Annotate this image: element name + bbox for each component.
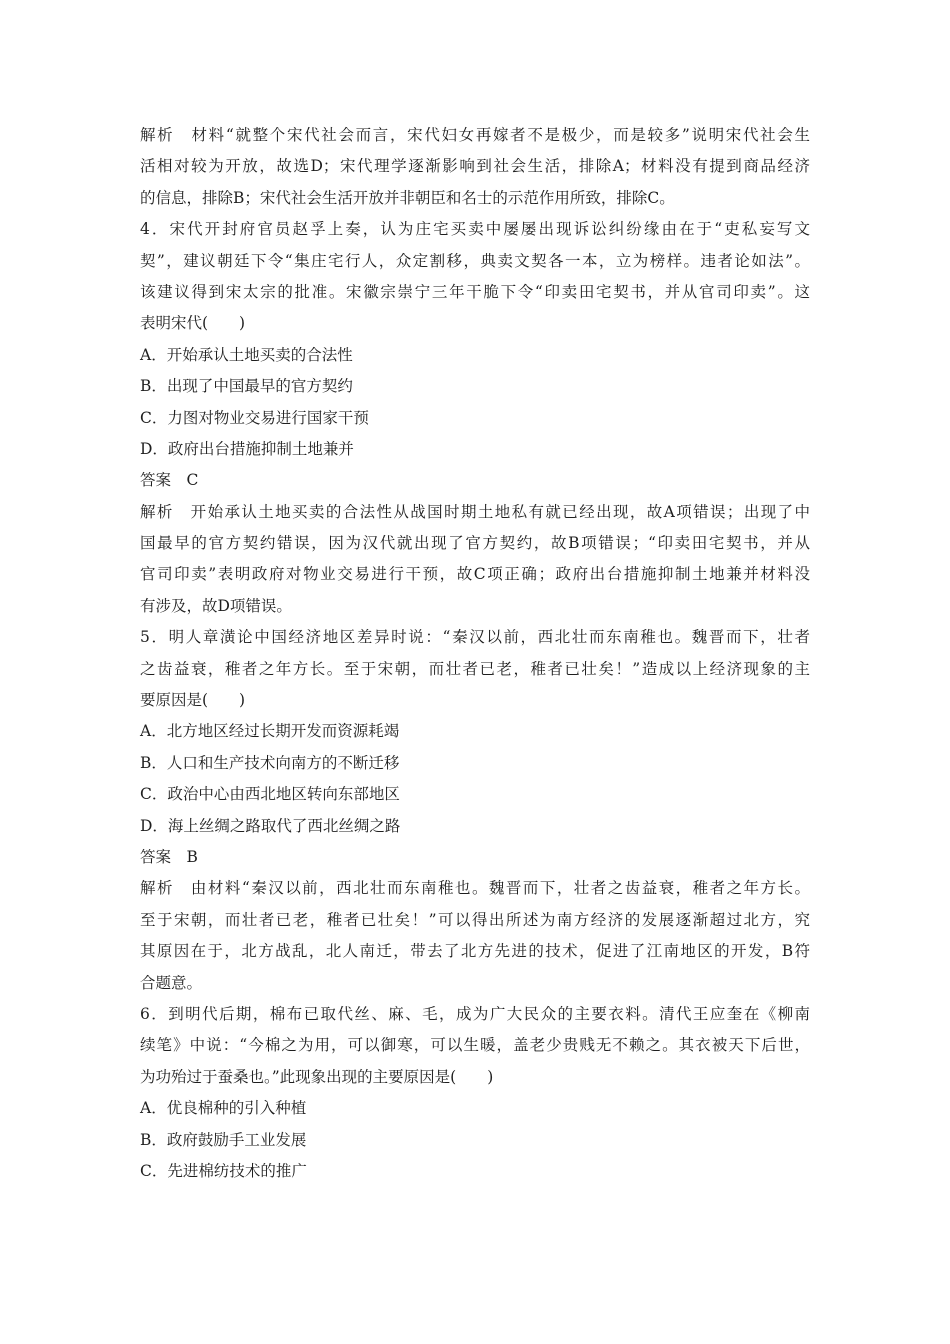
text-line: 国最早的官方契约错误，因为汉代就出现了官方契约，故B项错误；“印卖田宅契书，并从 xyxy=(140,534,810,553)
text-line: 要原因是( ) xyxy=(140,691,246,710)
text-line: 活相对较为开放，故选D；宋代理学逐渐影响到社会生活，排除A；材料没有提到商品经济 xyxy=(140,157,810,176)
text-line: B．出现了中国最早的官方契约 xyxy=(140,377,353,396)
text-line: B．政府鼓励手工业发展 xyxy=(140,1130,307,1149)
text-line: 答案 B xyxy=(140,847,198,866)
text-line: 其原因在于，北方战乱，北人南迁，带去了北方先进的技术，促进了江南地区的开发，B符 xyxy=(140,942,810,961)
text-line: 6．到明代后期，棉布已取代丝、麻、毛，成为广大民众的主要衣料。清代王应奎在《柳南 xyxy=(140,1004,810,1023)
text-line: C．力图对物业交易进行国家干预 xyxy=(140,408,369,427)
text-line: 之齿益衰，稚者之年方长。至于宋朝，而壮者已老，稚者已壮矣！”造成以上经济现象的主 xyxy=(140,659,810,678)
text-line: 表明宋代( ) xyxy=(140,314,246,333)
text-line: 解析 开始承认土地买卖的合法性从战国时期土地私有就已经出现，故A项错误；出现了中 xyxy=(140,502,810,521)
text-line: 该建议得到宋太宗的批准。宋徽宗崇宁三年干脆下令“印卖田宅契书，并从官司印卖”。这 xyxy=(140,282,810,301)
text-line: C．政治中心由西北地区转向东部地区 xyxy=(140,785,400,804)
text-line: 至于宋朝，而壮者已老，稚者已壮矣！”可以得出所述为南方经济的发展逐渐超过北方，究 xyxy=(140,910,810,929)
text-line: 解析 材料“就整个宋代社会而言，宋代妇女再嫁者不是极少，而是较多”说明宋代社会生 xyxy=(140,126,810,144)
text-line: A．优良棉种的引入种植 xyxy=(140,1099,307,1118)
text-line: 解析 由材料“秦汉以前，西北壮而东南稚也。魏晋而下，壮者之齿益衰，稚者之年方长。 xyxy=(140,879,810,898)
text-line: A．北方地区经过长期开发而资源耗竭 xyxy=(140,722,400,741)
text-line: 为功殆过于蚕桑也。”此现象出现的主要原因是( ) xyxy=(140,1067,494,1086)
text-line: 续笔》中说：“今棉之为用，可以御寒，可以生暖，盖老少贵贱无不赖之。其衣被天下后世， xyxy=(140,1036,810,1055)
text-line: C．先进棉纺技术的推广 xyxy=(140,1161,307,1180)
text-line: B．人口和生产技术向南方的不断迁移 xyxy=(140,753,400,772)
text-line: 的信息，排除B；宋代社会生活开放并非朝臣和名士的示范作用所致，排除C。 xyxy=(140,188,675,207)
text-line: 有涉及，故D项错误。 xyxy=(140,596,292,615)
text-line: A．开始承认土地买卖的合法性 xyxy=(140,345,353,364)
text-line: 契”，建议朝廷下令“集庄宅行人，众定割移，典卖文契各一本，立为榜样。违者论如法”。 xyxy=(140,251,810,270)
text-line: 答案 C xyxy=(140,471,199,490)
text-line: 5．明人章潢论中国经济地区差异时说：“秦汉以前，西北壮而东南稚也。魏晋而下，壮者 xyxy=(140,628,810,647)
text-line: 官司印卖”表明政府对物业交易进行干预，故C项正确；政府出台措施抑制土地兼并材料没 xyxy=(140,565,810,584)
text-line: 合题意。 xyxy=(140,973,203,992)
text-line: 4．宋代开封府官员赵孚上奏，认为庄宅买卖中屡屡出现诉讼纠纷缘由在于“吏私妄写文 xyxy=(140,220,810,239)
text-line: D．海上丝绸之路取代了西北丝绸之路 xyxy=(140,816,401,835)
text-body xyxy=(140,120,810,1187)
text-line: D．政府出台措施抑制土地兼并 xyxy=(140,439,354,458)
